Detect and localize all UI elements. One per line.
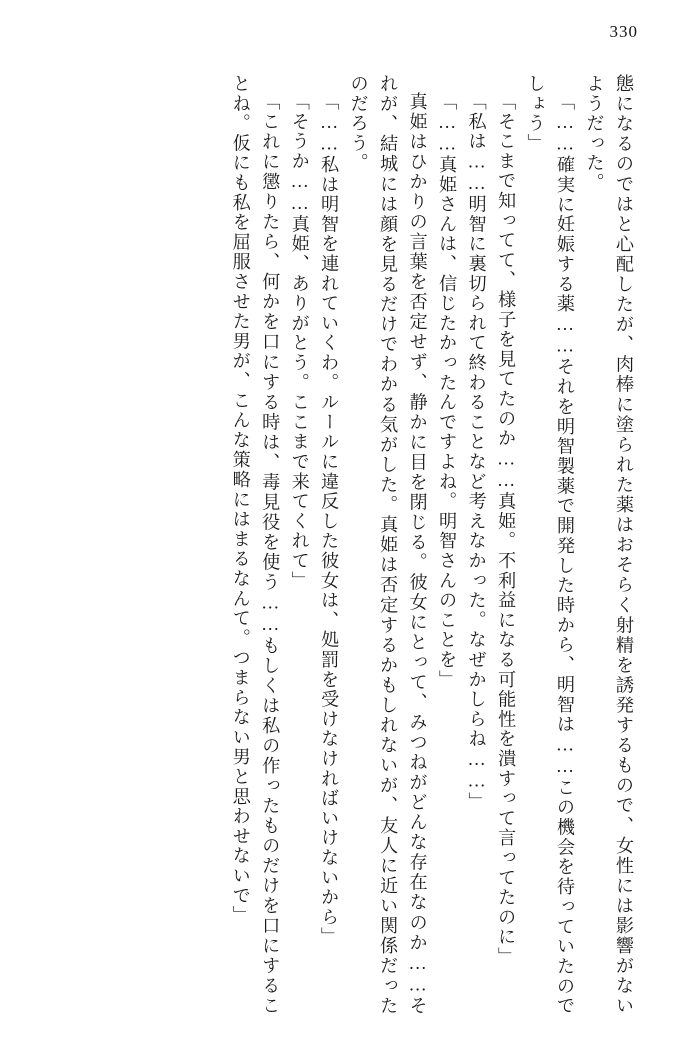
page-number: 330 — [609, 22, 638, 41]
paragraph: 「……私は明智を連れていくわ。ルールに違反した彼女は、処罰を受けなければいけないから」 — [319, 92, 340, 947]
paragraph: 「……確実に妊娠する薬……それを明智製薬で開発した時から、明智は……この機会を待っていたのでしょう」 — [525, 74, 576, 1016]
paragraph: 「そうか……真姫、ありがとう。ここまで来てくれて」 — [289, 92, 310, 591]
paragraph: 「そこまで知ってて、様子を見てたのか……真姫。不利益になる可能性を潰すって言ってたのに」 — [496, 92, 517, 967]
page-text-body — [38, 74, 638, 1016]
paragraph: 「私は……明智に裏切られて終わることなど考えなかった。なぜかしらね……」 — [466, 92, 487, 812]
paragraph: 「これに懲りたら、何かを口にする時は、毒見役を使う……もしくは私の作ったものだけを口にすることね。仮にも私を屈服させた男が、こんな策略にはまるなんて。つまらない男と思わせないで」 — [230, 74, 281, 1016]
paragraph: 「……真姫さんは、信じたかったんですよね。明智さんのことを」 — [437, 92, 458, 690]
paragraph: 真姫はひかりの言葉を否定せず、静かに目を閉じる。彼女にとって、みつねがどんな存在なのか……それが、結城には顔を見るだけでわかる気がした。真姫は否定するかもしれないが、友人に近い関係だったのだろう。 — [348, 74, 428, 1016]
paragraph: 態になるのではと心配したが、肉棒に塗られた薬はおそらく射精を誘発するもので、女性には影響がないようだった。 — [584, 74, 634, 1016]
